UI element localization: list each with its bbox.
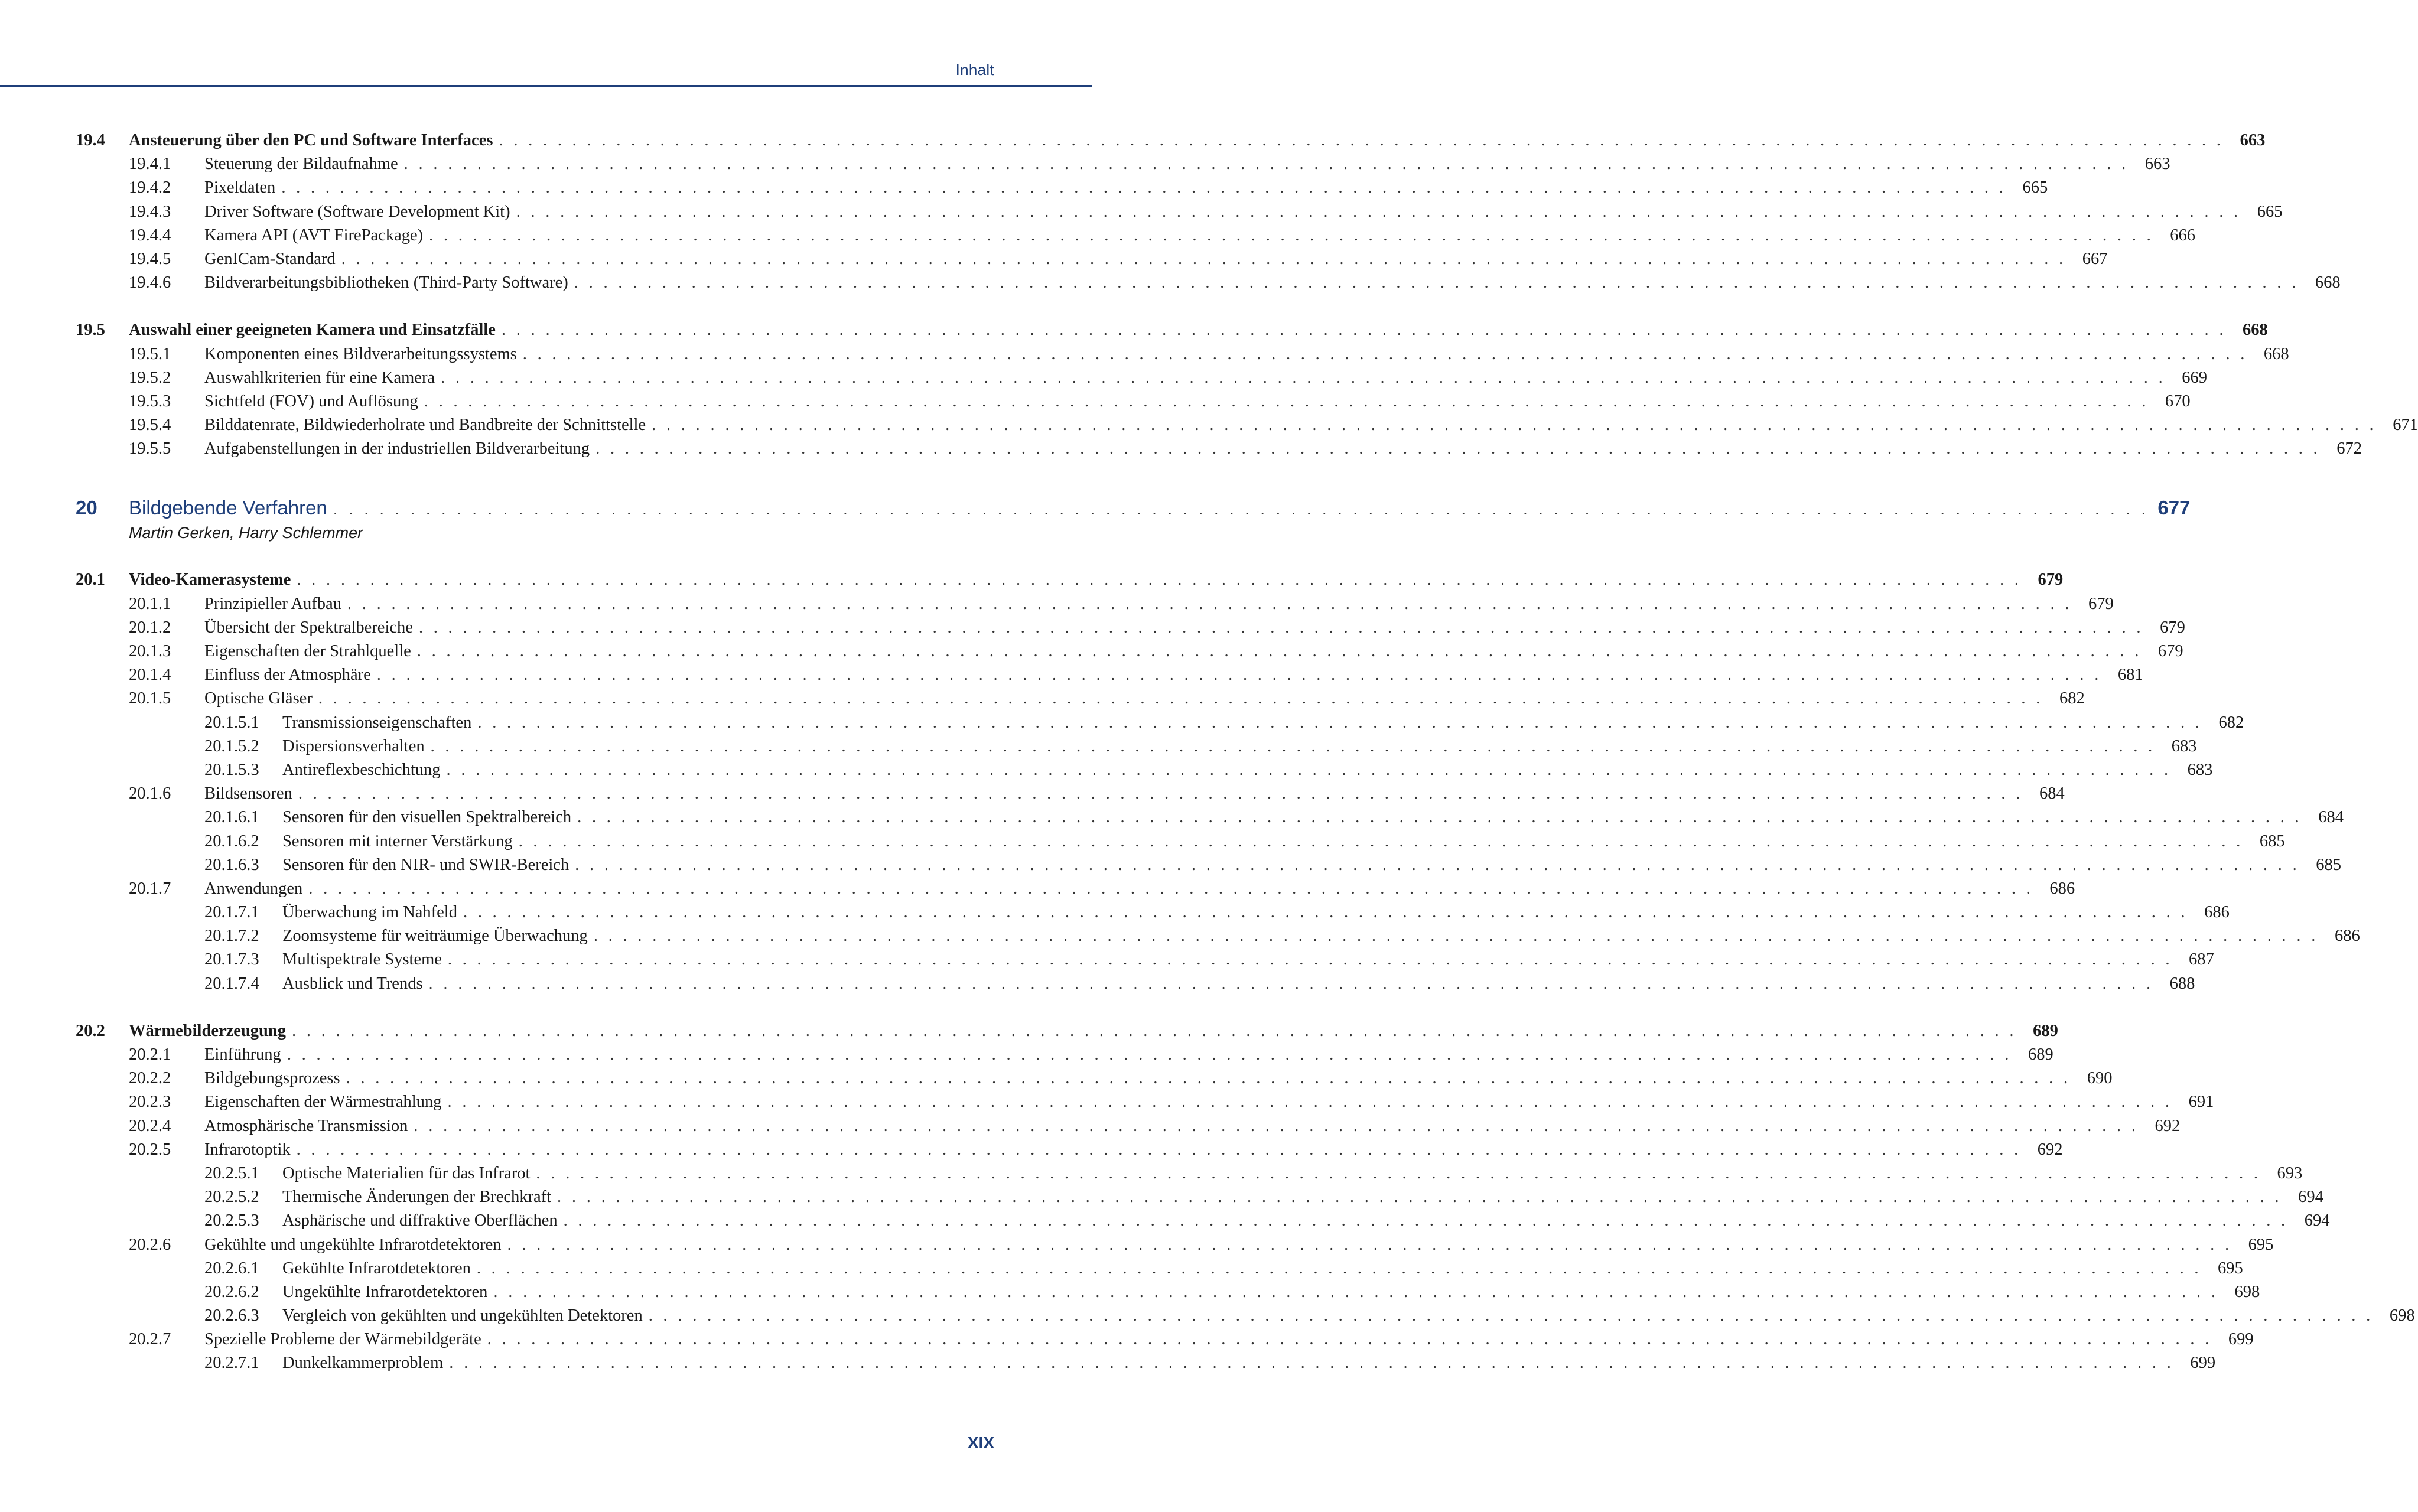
toc-entry-page: 665 — [2022, 178, 2048, 197]
toc-entry-content — [204, 616, 2185, 640]
dot-leader: . . . . . . . . . . . . . . . . . . . . . . . . . . . . . . . . . . . . . . . . . . . . . . . . . . . . . . . . . . . . . . . . . . . . . . . . . . . . . . . . . . . . . . . . . . . . . . . . . . . . . . . . . . . . . . . . . . . . . . — [522, 344, 2248, 363]
toc-entry-title: Gekühlte Infrarotdetektoren — [282, 1259, 471, 1278]
dot-leader: . . . . . . . . . . . . . . . . . . . . . . . . . . . . . . . . . . . . . . . . . . . . . . . . . . . . . . . . . . . . . . . . . . . . . . . . . . . . . . . . . . . . . . . . . . . . . . . . . . . . . . . . . . . . . . . . . . . . . . — [516, 202, 2241, 221]
toc-entry-title: Dunkelkammerproblem — [282, 1354, 444, 1373]
dot-leader: . . . . . . . . . . . . . . . . . . . . . . . . . . . . . . . . . . . . . . . . . . . . . . . . . . . . . . . . . . . . . . . . . . . . . . . . . . . . . . . . . . . . . . . . . . . . . . . . . . . . . . . . . . . . . . . . . . . . . . — [418, 618, 2144, 637]
toc-subsubsection-entry[interactable] — [76, 1209, 2330, 1233]
toc-entry-number: 19.4.2 — [129, 178, 171, 197]
toc-entry-number: 20.2.5.1 — [204, 1164, 259, 1182]
toc-entry-content — [129, 129, 2266, 152]
toc-entry-title: Sensoren mit interner Verstärkung — [282, 832, 513, 850]
toc-entry-number: 20.2.5.2 — [204, 1188, 259, 1207]
dot-leader: . . . . . . . . . . . . . . . . . . . . . . . . . . . . . . . . . . . . . . . . . . . . . . . . . . . . . . . . . . . . . . . . . . . . . . . . . . . . . . . . . . . . . . . . . . . . . . . . . . . . . . . . . . . . . . . . . . . . . . — [563, 1211, 2289, 1230]
toc-entry-content — [282, 1304, 2415, 1328]
toc-entry-title: Asphärische und diffraktive Oberflächen — [282, 1211, 558, 1230]
toc-entry-page: 686 — [2334, 927, 2360, 946]
dot-leader: . . . . . . . . . . . . . . . . . . . . . . . . . . . . . . . . . . . . . . . . . . . . . . . . . . . . . . . . . . . . . . . . . . . . . . . . . . . . . . . . . . . . . . . . . . . . . . . . . . . . . . . . . . . . . . . . . . . . . . — [416, 642, 2142, 660]
toc-entry-page: 688 — [2169, 974, 2195, 993]
toc-subsubsection-entry[interactable] — [76, 1257, 2243, 1280]
toc-entry-number: 20.2.3 — [129, 1093, 171, 1112]
toc-entry-number: 20.1 — [76, 571, 105, 589]
toc-entry-number: 19.4.6 — [129, 273, 171, 292]
toc-subsubsection-entry[interactable] — [76, 1185, 2323, 1209]
toc-entry-title: Atmosphärische Transmission — [204, 1116, 408, 1135]
dot-leader: . . . . . . . . . . . . . . . . . . . . . . . . . . . . . . . . . . . . . . . . . . . . . . . . . . . . . . . . . . . . . . . . . . . . . . . . . . . . . . . . . . . . . . . . . . . . . . . . . . . . . . . . . . . . . . . . . . . . . . — [403, 155, 2129, 174]
toc-entry-title: Wärmebilderzeugung — [129, 1021, 286, 1040]
toc-entry-page: 683 — [2171, 737, 2197, 755]
toc-entry-title: Zoomsysteme für weiträumige Überwachung — [282, 927, 588, 946]
toc-subsection-entry[interactable] — [76, 640, 2183, 663]
toc-entry-content — [282, 901, 2230, 924]
toc-subsection-entry[interactable] — [76, 343, 2289, 366]
dot-leader: . . . . . . . . . . . . . . . . . . . . . . . . . . . . . . . . . . . . . . . . . . . . . . . . . . . . . . . . . . . . . . . . . . . . . . . . . . . . . . . . . . . . . . . . . . . . . . . . . . . . . . . . . . . . . . . . . . . . . . — [347, 594, 2072, 613]
toc-entry-content — [282, 1185, 2323, 1209]
toc-entry-number: 20.2.5 — [129, 1140, 171, 1159]
toc-subsection-entry[interactable] — [76, 1138, 2063, 1162]
dot-leader: . . . . . . . . . . . . . . . . . . . . . . . . . . . . . . . . . . . . . . . . . . . . . . . . . . . . . . . . . . . . . . . . . . . . . . . . . . . . . . . . . . . . . . . . . . . . . . . . . . . . . . . . . . . . . . . . . . . . . . — [424, 392, 2149, 410]
toc-entry-number: 20.1.7.2 — [204, 927, 259, 946]
dot-leader: . . . . . . . . . . . . . . . . . . . . . . . . . . . . . . . . . . . . . . . . . . . . . . . . . . . . . . . . . . . . . . . . . . . . . . . . . . . . . . . . . . . . . . . . . . . . . . . . . . . . . . . . . . . . . . . . . . . . . . — [574, 273, 2299, 292]
toc-entry-number: 20.1.7.1 — [204, 903, 259, 922]
header-rule — [0, 85, 1092, 87]
toc-subsection-entry[interactable] — [76, 687, 2085, 711]
toc-subsubsection-entry[interactable] — [76, 758, 2213, 782]
toc-entry-page: 699 — [2228, 1330, 2254, 1349]
toc-entry-title: Bilddatenrate, Bildwiederholrate und Bandbreite der Schnittstelle — [204, 416, 646, 435]
toc-entry-number: 19.5 — [76, 321, 105, 340]
toc-entry-title: Auswahl einer geeigneten Kamera und Einsatzfälle — [129, 321, 496, 340]
toc-subsection-entry[interactable] — [76, 390, 2191, 413]
toc-entry-number: 19.4 — [76, 131, 105, 149]
dot-leader: . . . . . . . . . . . . . . . . . . . . . . . . . . . . . . . . . . . . . . . . . . . . . . . . . . . . . . . . . . . . . . . . . . . . . . . . . . . . . . . . . . . . . . . . . . . . . . . . . . . . . . . . . . . . . . . . . . . . . . — [507, 1235, 2232, 1254]
toc-entry-number: 20.2.1 — [129, 1045, 171, 1064]
toc-entry-page: 685 — [2259, 832, 2285, 850]
toc-entry-number: 20.1.7.4 — [204, 974, 259, 993]
dot-leader: . . . . . . . . . . . . . . . . . . . . . . . . . . . . . . . . . . . . . . . . . . . . . . . . . . . . . . . . . . . . . . . . . . . . . . . . . . . . . . . . . . . . . . . . . . . . . . . . . . . . . . . . . . . . . . . . . . . . . . — [476, 1259, 2202, 1278]
toc-entry-page: 689 — [2028, 1045, 2053, 1064]
toc-entry-content — [282, 948, 2214, 972]
toc-entry-content — [204, 1138, 2063, 1162]
toc-entry-content — [204, 413, 2418, 437]
toc-entry-title: Eigenschaften der Wärmestrahlung — [204, 1093, 442, 1112]
toc-entry-page: 670 — [2165, 392, 2191, 410]
toc-entry-content — [282, 806, 2344, 829]
toc-subsubsection-entry[interactable] — [76, 1162, 2303, 1185]
toc-subsection-entry[interactable] — [76, 413, 2418, 437]
toc-entry-page: 687 — [2189, 950, 2214, 969]
toc-entry-content — [282, 1162, 2303, 1185]
toc-subsection-entry[interactable] — [76, 1233, 2274, 1257]
dot-leader: . . . . . . . . . . . . . . . . . . . . . . . . . . . . . . . . . . . . . . . . . . . . . . . . . . . . . . . . . . . . . . . . . . . . . . . . . . . . . . . . . . . . . . . . . . . . . . . . . . . . . . . . . . . . . . . . . . . . . . — [298, 784, 2023, 803]
toc-entry-title: Kamera API (AVT FirePackage) — [204, 226, 424, 245]
toc-entry-content — [204, 687, 2085, 711]
toc-subsection-entry[interactable] — [76, 663, 2143, 687]
toc-entry-page: 692 — [2155, 1116, 2181, 1135]
toc-entry-title: Einführung — [204, 1045, 281, 1064]
toc-section-entry[interactable] — [76, 129, 2266, 152]
toc-entry-number: 20.1.7.3 — [204, 950, 259, 969]
toc-entry-number: 20.1.5 — [129, 689, 171, 708]
dot-leader: . . . . . . . . . . . . . . . . . . . . . . . . . . . . . . . . . . . . . . . . . . . . . . . . . . . . . . . . . . . . . . . . . . . . . . . . . . . . . . . . . . . . . . . . . . . . . . . . . . . . . . . . . . . . . . . . . . . . . . — [297, 571, 2022, 589]
toc-subsection-entry[interactable] — [76, 1043, 2053, 1067]
toc-entry-title: Übersicht der Spektralbereiche — [204, 618, 413, 637]
toc-entry-title: Multispektrale Systeme — [282, 950, 442, 969]
toc-entry-page: 684 — [2318, 808, 2344, 827]
dot-leader: . . . . . . . . . . . . . . . . . . . . . . . . . . . . . . . . . . . . . . . . . . . . . . . . . . . . . . . . . . . . . . . . . . . . . . . . . . . . . . . . . . . . . . . . . . . . . . . . . . . . . . . . . . . . . . . . . . . . . . — [536, 1164, 2261, 1182]
toc-entry-content — [204, 1233, 2274, 1257]
dot-leader: . . . . . . . . . . . . . . . . . . . . . . . . . . . . . . . . . . . . . . . . . . . . . . . . . . . . . . . . . . . . . . . . . . . . . . . . . . . . . . . . . . . . . . . . . . . . . . . . . . . . . . . . . . . . . . . . . . . . . . — [291, 1021, 2017, 1040]
dot-leader: . . . . . . . . . . . . . . . . . . . . . . . . . . . . . . . . . . . . . . . . . . . . . . . . . . . . . . . . . . . . . . . . . . . . . . . . . . . . . . . . . . . . . . . . . . . . . . . . . . . . . . . . . . . . . . . . . . . . . . — [557, 1188, 2282, 1207]
toc-entry-number: 19.5.3 — [129, 392, 171, 410]
toc-entry-content — [204, 1115, 2181, 1138]
dot-leader: . . . . . . . . . . . . . . . . . . . . . . . . . . . . . . . . . . . . . . . . . . . . . . . . . . . . . . . . . . . . . . . . . . . . . . . . . . . . . . . . . . . . . . . . . . . . . . . . . . . . . . . . . . . . . . . . . . . . . . — [308, 879, 2034, 898]
toc-subsubsection-entry[interactable] — [76, 830, 2285, 853]
toc-entry-page: 693 — [2277, 1164, 2303, 1182]
toc-entry-number: 20.1.1 — [129, 594, 171, 613]
toc-entry-page: 677 — [2157, 497, 2191, 519]
authors-text: Martin Gerken, Harry Schlemmer — [129, 524, 363, 542]
toc-entry-title: Steuerung der Bildaufnahme — [204, 155, 398, 174]
toc-subsection-entry[interactable] — [76, 152, 2170, 176]
toc-entry-content — [282, 735, 2197, 758]
toc-entry-title: Infrarotoptik — [204, 1140, 291, 1159]
toc-entry-title: Bildgebungsprozess — [204, 1069, 340, 1088]
toc-entry-page: 682 — [2059, 689, 2085, 708]
toc-subsubsection-entry[interactable] — [76, 711, 2244, 735]
toc-subsection-entry[interactable] — [76, 592, 2114, 616]
toc-entry-number: 19.4.1 — [129, 155, 171, 174]
toc-subsubsection-entry[interactable] — [76, 853, 2342, 877]
toc-entry-content — [204, 437, 2362, 461]
toc-entry-number: 20.2.4 — [129, 1116, 171, 1135]
toc-entry-page: 679 — [2160, 618, 2185, 637]
toc-entry-page: 682 — [2218, 713, 2244, 732]
section-spacer — [76, 295, 994, 318]
toc-entry-content — [129, 1019, 2058, 1043]
section-spacer — [76, 996, 994, 1019]
toc-entry-number: 19.5.2 — [129, 368, 171, 387]
toc-entry-number: 20.1.6 — [129, 784, 171, 803]
toc-entry-page: 679 — [2088, 594, 2114, 613]
dot-leader: . . . . . . . . . . . . . . . . . . . . . . . . . . . . . . . . . . . . . . . . . . . . . . . . . . . . . . . . . . . . . . . . . . . . . . . . . . . . . . . . . . . . . . . . . . . . . . . . . . . . . . . . . . . . . . . . . . . . . . — [463, 903, 2188, 922]
dot-leader: . . . . . . . . . . . . . . . . . . . . . . . . . . . . . . . . . . . . . . . . . . . . . . . . . . . . . . . . . . . . . . . . . . . . . . . . . . . . . . . . . . . . . . . . . . . . . . . . . . . . . . . . . . . . . . . . . . . . . . — [595, 439, 2321, 458]
toc-entry-page: 694 — [2304, 1211, 2330, 1230]
toc-entry-page: 699 — [2190, 1354, 2216, 1373]
toc-subsection-entry[interactable] — [76, 877, 2075, 901]
toc-entry-page: 667 — [2082, 249, 2108, 268]
toc-entry-number: 20.1.6.3 — [204, 855, 259, 874]
toc-subsection-entry[interactable] — [76, 1090, 2214, 1114]
toc-entry-content — [204, 1328, 2254, 1351]
toc-entry-page: 679 — [2038, 571, 2064, 589]
dot-leader: . . . . . . . . . . . . . . . . . . . . . . . . . . . . . . . . . . . . . . . . . . . . . . . . . . . . . . . . . . . . . . . . . . . . . . . . . . . . . . . . . . . . . . . . . . . . . . . . . . . . . . . . . . . . . . . . . . . . . . — [414, 1116, 2139, 1135]
toc-entry-number: 19.5.5 — [129, 439, 171, 458]
toc-entry-content — [282, 924, 2360, 948]
toc-entry-number: 20.2.6.3 — [204, 1306, 259, 1325]
toc-entry-number: 20.2.6.2 — [204, 1282, 259, 1301]
toc-subsubsection-entry[interactable] — [76, 1351, 2216, 1375]
toc-entry-content — [204, 390, 2191, 413]
dot-leader: . . . . . . . . . . . . . . . . . . . . . . . . . . . . . . . . . . . . . . . . . . . . . . . . . . . . . . . . . . . . . . . . . . . . . . . . . . . . . . . . . . . . . . . . . . . . . . . . . . . . . . . . . . . . . . . . . . . . . . — [487, 1330, 2212, 1349]
dot-leader: . . . . . . . . . . . . . . . . . . . . . . . . . . . . . . . . . . . . . . . . . . . . . . . . . . . . . . . . . . . . . . . . . . . . . . . . . . . . . . . . . . . . . . . . . . . . . . . . . . . . . . . . . . . . . . . . . . . . . . — [287, 1045, 2012, 1064]
toc-entry-title: Video-Kamerasysteme — [129, 571, 291, 589]
toc-entry-page: 686 — [2204, 903, 2230, 922]
toc-entry-page: 663 — [2144, 155, 2170, 174]
toc-subsection-entry[interactable] — [76, 271, 2341, 295]
dot-leader: . . . . . . . . . . . . . . . . . . . . . . . . . . . . . . . . . . . . . . . . . . . . . . . . . . . . . . . . . . . . . . . . . . . . . . . . . . . . . . . . . . . . . . . . . . . . . . . . . . . . . . . . . . . . . . . . . . . . . . — [447, 1093, 2173, 1112]
toc-entry-content — [204, 640, 2183, 663]
running-header: Inhalt — [955, 61, 994, 79]
toc-entry-number: 20.1.5.2 — [204, 737, 259, 755]
toc-entry-page: 690 — [2087, 1069, 2113, 1088]
toc-entry-number: 20.1.3 — [129, 642, 171, 660]
toc-entry-page: 695 — [2218, 1259, 2243, 1278]
dot-leader: . . . . . . . . . . . . . . . . . . . . . . . . . . . . . . . . . . . . . . . . . . . . . . . . . . . . . . . . . . . . . . . . . . . . . . . . . . . . . . . . . . . . . . . . . . . . . . . . . . . . . . . . . . . . . . . . . . . . . . — [499, 131, 2224, 149]
toc-entry-content — [282, 711, 2244, 735]
toc-section-entry[interactable] — [76, 568, 2064, 592]
toc-subsubsection-entry[interactable] — [76, 1304, 2415, 1328]
toc-chapter-entry[interactable] — [76, 495, 2191, 521]
toc-entry-page: 681 — [2117, 666, 2143, 685]
toc-entry-content — [204, 271, 2341, 295]
toc-entry-page: 698 — [2234, 1282, 2260, 1301]
toc-entry-content — [282, 1257, 2243, 1280]
dot-leader: . . . . . . . . . . . . . . . . . . . . . . . . . . . . . . . . . . . . . . . . . . . . . . . . . . . . . . . . . . . . . . . . . . . . . . . . . . . . . . . . . . . . . . . . . . . . . . . . . . . . . . . . . . . . . . . . . . . . . . — [493, 1282, 2219, 1301]
dot-leader: . . . . . . . . . . . . . . . . . . . . . . . . . . . . . . . . . . . . . . . . . . . . . . . . . . . . . . . . . . . . . . . . . . . . . . . . . . . . . . . . . . . . . . . . . . . . . . . . . . . . . . . . . . . . . . . . . . . . . . — [376, 666, 2102, 685]
toc-entry-title: Bildgebende Verfahren — [129, 497, 327, 519]
dot-leader: . . . . . . . . . . . . . . . . . . . . . . . . . . . . . . . . . . . . . . . . . . . . . . . . . . . . . . . . . . . . . . . . . . . . . . . . . . . . . . . . . . . . . . . . . . . . . . . . . . . . . . . . . . . . . . . . . . . . . . — [430, 737, 2156, 755]
toc-entry-page: 684 — [2039, 784, 2065, 803]
toc-entry-number: 20.2.6 — [129, 1235, 171, 1254]
toc-entry-content — [204, 247, 2108, 271]
toc-entry-number: 20.1.5.3 — [204, 760, 259, 779]
toc-entry-page: 695 — [2248, 1235, 2274, 1254]
dot-leader: . . . . . . . . . . . . . . . . . . . . . . . . . . . . . . . . . . . . . . . . . . . . . . . . . . . . . . . . . . . . . . . . . . . . . . . . . . . . . . . . . . . . . . . . . . . . . . . . . . . . . . . . . . . . . . . . . . . . . . — [652, 416, 2377, 435]
toc-entry-number: 19.4.5 — [129, 249, 171, 268]
toc-entry-page: 668 — [2315, 273, 2341, 292]
toc-subsection-entry[interactable] — [76, 366, 2207, 390]
toc-entry-content — [282, 758, 2213, 782]
toc-entry-number: 20.1.6.1 — [204, 808, 259, 827]
dot-leader: . . . . . . . . . . . . . . . . . . . . . . . . . . . . . . . . . . . . . . . . . . . . . . . . . . . . . . . . . . . . . . . . . . . . . . . . . . . . . . . . . . . . . . . . . . . . . . . . . . . . . . . . . . . . . . . . . . . . . . — [447, 950, 2173, 969]
toc-entry-page: 666 — [2170, 226, 2196, 245]
toc-section-entry[interactable] — [76, 1019, 2058, 1043]
toc-subsubsection-entry[interactable] — [76, 1280, 2260, 1304]
toc-entry-number: 20.2.7 — [129, 1330, 171, 1349]
toc-entry-page: 689 — [2033, 1021, 2058, 1040]
toc-entry-title: Überwachung im Nahfeld — [282, 903, 457, 922]
toc-entry-content — [129, 318, 2268, 342]
toc-entry-page: 694 — [2298, 1188, 2323, 1207]
toc-entry-page: 692 — [2037, 1140, 2063, 1159]
toc-subsection-entry[interactable] — [76, 176, 2048, 200]
toc-subsubsection-entry[interactable] — [76, 806, 2344, 829]
toc-entry-number: 20.1.4 — [129, 666, 171, 685]
toc-entry-title: Pixeldaten — [204, 178, 276, 197]
table-of-contents — [76, 129, 2418, 1376]
toc-entry-page: 698 — [2389, 1306, 2415, 1325]
toc-subsection-entry[interactable] — [76, 782, 2065, 806]
toc-subsubsection-entry[interactable] — [76, 924, 2360, 948]
toc-section-entry[interactable] — [76, 318, 2268, 342]
toc-entry-content — [282, 972, 2195, 996]
toc-entry-title: GenICam-Standard — [204, 249, 336, 268]
toc-subsection-entry[interactable] — [76, 1328, 2254, 1351]
dot-leader: . . . . . . . . . . . . . . . . . . . . . . . . . . . . . . . . . . . . . . . . . . . . . . . . . . . . . . . . . . . . . . . . . . . . . . . . . . . . . . . . . . . . . . . . . . . . . . . . . . . . . . . . . . . . . . . . . . . . . . — [281, 178, 2007, 197]
toc-entry-title: Bildsensoren — [204, 784, 292, 803]
toc-entry-page: 683 — [2187, 760, 2213, 779]
toc-entry-title: Optische Materialien für das Infrarot — [282, 1164, 531, 1182]
toc-entry-title: Aufgabenstellungen in der industriellen Bildverarbeitung — [204, 439, 590, 458]
toc-subsection-entry[interactable] — [76, 247, 2108, 271]
toc-entry-title: Ungekühlte Infrarotdetektoren — [282, 1282, 488, 1301]
toc-entry-page: 671 — [2393, 416, 2418, 435]
toc-entry-title: Antireflexbeschichtung — [282, 760, 441, 779]
toc-entry-content — [129, 495, 2191, 522]
toc-entry-content — [204, 200, 2283, 224]
toc-entry-number: 20.2.5.3 — [204, 1211, 259, 1230]
toc-entry-title: Anwendungen — [204, 879, 303, 898]
toc-entry-page: 691 — [2188, 1093, 2214, 1112]
toc-subsection-entry[interactable] — [76, 1067, 2113, 1090]
toc-entry-title: Ausblick und Trends — [282, 974, 423, 993]
toc-entry-title: Thermische Änderungen der Brechkraft — [282, 1188, 552, 1207]
dot-leader: . . . . . . . . . . . . . . . . . . . . . . . . . . . . . . . . . . . . . . . . . . . . . . . . . . . . . . . . . . . . . . . . . . . . . . . . . . . . . . . . . . . . . . . . . . . . . . . . . . . . . . . . . . . . . . . . . . . . . . — [429, 226, 2155, 245]
dot-leader: . . . . . . . . . . . . . . . . . . . . . . . . . . . . . . . . . . . . . . . . . . . . . . . . . . . . . . . . . . . . . . . . . . . . . . . . . . . . . . . . . . . . . . . . . . . . . . . . . . . . . . . . . . . . . . . . . . . . . . — [449, 1354, 2175, 1373]
toc-entry-title: Optische Gläser — [204, 689, 313, 708]
toc-entry-content — [282, 1280, 2260, 1304]
toc-entry-content — [204, 1043, 2053, 1067]
toc-subsection-entry[interactable] — [76, 200, 2283, 224]
toc-entry-page: 669 — [2182, 368, 2207, 387]
toc-entry-number: 20.1.7 — [129, 879, 171, 898]
toc-entry-title: Auswahlkriterien für eine Kamera — [204, 368, 435, 387]
toc-entry-content — [282, 1209, 2330, 1233]
toc-entry-title: Vergleich von gekühlten und ungekühlten Detektoren — [282, 1306, 643, 1325]
dot-leader: . . . . . . . . . . . . . . . . . . . . . . . . . . . . . . . . . . . . . . . . . . . . . . . . . . . . . . . . . . . . . . . . . . . . . . . . . . . . . . . . . . . . . . . . . . . . . . . . . . . . . . . . . . . . . . . . . . . . . . — [518, 832, 2244, 850]
dot-leader: . . . . . . . . . . . . . . . . . . . . . . . . . . . . . . . . . . . . . . . . . . . . . . . . . . . . . . . . . . . . . . . . . . . . . . . . . . . . . . . . . . . . . . . . . . . . . . . . . . . . . . . . . . . . . . . . . . . . . . — [577, 808, 2302, 827]
toc-entry-number: 20.2.6.1 — [204, 1259, 259, 1278]
toc-entry-content — [204, 1067, 2113, 1090]
dot-leader: . . . . . . . . . . . . . . . . . . . . . . . . . . . . . . . . . . . . . . . . . . . . . . . . . . . . . . . . . . . . . . . . . . . . . . . . . . . . . . . . . . . . . . . . . . . . . . . . . . . . . . . . . . . . . . . . . . . . . . — [441, 368, 2166, 387]
toc-entry-content — [282, 830, 2285, 853]
dot-leader: . . . . . . . . . . . . . . . . . . . . . . . . . . . . . . . . . . . . . . . . . . . . . . . . . . . . . . . . . . . . . . . . . . . . . . . . . . . . . . . . . . . . . . . . . . . . . . . . . . . . . . . . . . . . . . . . . . . . . . — [428, 974, 2154, 993]
toc-entry-title: Einfluss der Atmosphäre — [204, 666, 371, 685]
toc-subsubsection-entry[interactable] — [76, 735, 2197, 758]
toc-entry-content — [204, 663, 2143, 687]
toc-entry-content — [204, 1090, 2214, 1114]
toc-subsection-entry[interactable] — [76, 224, 2196, 247]
section-spacer — [76, 545, 994, 568]
toc-entry-page: 663 — [2240, 131, 2266, 149]
toc-entry-number: 19.5.4 — [129, 416, 171, 435]
toc-entry-content — [204, 224, 2196, 247]
toc-subsection-entry[interactable] — [76, 616, 2185, 640]
toc-subsubsection-entry[interactable] — [76, 972, 2195, 996]
toc-entry-number: 20.1.2 — [129, 618, 171, 637]
toc-entry-number: 20.1.5.1 — [204, 713, 259, 732]
toc-entry-content — [204, 782, 2065, 806]
toc-entry-number: 19.4.3 — [129, 202, 171, 221]
toc-entry-content — [282, 1351, 2216, 1375]
dot-leader: . . . . . . . . . . . . . . . . . . . . . . . . . . . . . . . . . . . . . . . . . . . . . . . . . . . . . . . . . . . . . . . . . . . . . . . . . . . . . . . . . . . . . . . . . . . . . . . . . . . . . . . . . . . . . . . . . . . . . . — [318, 689, 2043, 708]
toc-entry-title: Bildverarbeitungsbibliotheken (Third-Party Software) — [204, 273, 568, 292]
toc-entry-title: Sensoren für den NIR- und SWIR-Bereich — [282, 855, 569, 874]
toc-entry-number: 20.2.7.1 — [204, 1354, 259, 1373]
toc-entry-number: 20.2 — [76, 1021, 105, 1040]
toc-entry-content — [204, 152, 2170, 176]
toc-entry-page: 672 — [2336, 439, 2362, 458]
toc-subsection-entry[interactable] — [76, 1115, 2181, 1138]
toc-entry-number: 20.1.6.2 — [204, 832, 259, 850]
toc-entry-page: 685 — [2316, 855, 2342, 874]
toc-entry-title: Dispersionsverhalten — [282, 737, 425, 755]
dot-leader: . . . . . . . . . . . . . . . . . . . . . . . . . . . . . . . . . . . . . . . . . . . . . . . . . . . . . . . . . . . . . . . . . . . . . . . . . . . . . . . . . . . . . . . . . . . . . . . . . . . . . . . . . . . . . . . . . . . . . . — [296, 1140, 2022, 1159]
toc-entry-content — [204, 366, 2207, 390]
toc-entry-page: 686 — [2049, 879, 2075, 898]
toc-entry-title: Gekühlte und ungekühlte Infrarotdetektoren — [204, 1235, 502, 1254]
page-number: XIX — [967, 1433, 994, 1452]
toc-entry-title: Driver Software (Software Development Kit) — [204, 202, 510, 221]
dot-leader: . . . . . . . . . . . . . . . . . . . . . . . . . . . . . . . . . . . . . . . . . . . . . . . . . . . . . . . . . . . . . . . . . . . . . . . . . . . . . . . . . . . . . . . . . . . . . . . . . . . . . . . . . . . . . . . . . . . . . . — [575, 855, 2300, 874]
dot-leader: . . . . . . . . . . . . . . . . . . . . . . . . . . . . . . . . . . . . . . . . . . . . . . . . . . . . . . . . . . . . . . . . . . . . . . . . . . . . . . . . . . . . . . . . . . . . . . . . . . . . . . . . . . . . . . . . . . . . . . — [501, 321, 2227, 340]
toc-entry-number: 19.5.1 — [129, 344, 171, 363]
dot-leader: . . . . . . . . . . . . . . . . . . . . . . . . . . . . . . . . . . . . . . . . . . . . . . . . . . . . . . . . . . . . . . . . . . . . . . . . . . . . . . . . . . . . . . . . . . . . . . . . . . . . . . . . . . . . . . . . . . . . . . — [648, 1306, 2374, 1325]
toc-entry-title: Sichtfeld (FOV) und Auflösung — [204, 392, 418, 410]
dot-leader: . . . . . . . . . . . . . . . . . . . . . . . . . . . . . . . . . . . . . . . . . . . . . . . . . . . . . . . . . . . . . . . . . . . . . . . . . . . . . . . . . . . . . . . . . . . . . . . . . . . . . . . . . . . . . . . . . . . . . . — [593, 927, 2319, 946]
toc-entry-content — [282, 853, 2342, 877]
toc-entry-title: Sensoren für den visuellen Spektralbereich — [282, 808, 572, 827]
toc-entry-page: 665 — [2257, 202, 2283, 221]
toc-entry-content — [204, 343, 2289, 366]
toc-subsection-entry[interactable] — [76, 437, 2362, 461]
toc-entry-page: 679 — [2157, 642, 2183, 660]
toc-entry-title: Transmissionseigenschaften — [282, 713, 472, 732]
dot-leader: . . . . . . . . . . . . . . . . . . . . . . . . . . . . . . . . . . . . . . . . . . . . . . . . . . . . . . . . . . . . . . . . . . . . . . . . . . . . . . . . . . . . . . . . . . . . . . . . . . . . . . . . . . . . . . . . . . . . . . — [341, 249, 2066, 268]
chapter-authors — [76, 521, 994, 545]
toc-entry-page: 668 — [2263, 344, 2289, 363]
dot-leader: . . . . . . . . . . . . . . . . . . . . . . . . . . . . . . . . . . . . . . . . . . . . . . . . . . . . . . . . . . . . . . . . . . . . . . . . . . . . . . . . . . . . . . . . . . . . . . . . . . . . . . . . . . . . . . . . . . . . . . — [477, 713, 2203, 732]
toc-entry-content — [129, 568, 2064, 592]
dot-leader: . . . . . . . . . . . . . . . . . . . . . . . . . . . . . . . . . . . . . . . . . . . . . . . . . . . . . . . . . . . . . . . . . . . . . . . . . . . . . . . . . . . . . . . . . . . . . . . . . . . . . . . . . . . . . . . . . . . . . . — [446, 760, 2172, 779]
toc-entry-number: 20 — [76, 497, 97, 519]
dot-leader: . . . . . . . . . . . . . . . . . . . . . . . . . . . . . . . . . . . . . . . . . . . . . . . . . . . . . . . . . . . . . . . . . . . . . . . . . . . . . . . . . . . . . . . . . . . . . . . . . . . . . . . . . . . . . . . . . . . . . . — [346, 1069, 2071, 1088]
toc-entry-content — [204, 592, 2114, 616]
toc-entry-title: Eigenschaften der Strahlquelle — [204, 642, 411, 660]
toc-entry-title: Ansteuerung über den PC und Software Interfaces — [129, 131, 493, 149]
toc-entry-number: 19.4.4 — [129, 226, 171, 245]
toc-entry-title: Komponenten eines Bildverarbeitungssystems — [204, 344, 517, 363]
toc-entry-number: 20.2.2 — [129, 1069, 171, 1088]
toc-entry-title: Prinzipieller Aufbau — [204, 594, 341, 613]
toc-entry-page: 668 — [2243, 321, 2268, 340]
toc-subsubsection-entry[interactable] — [76, 901, 2230, 924]
dot-leader: . . . . . . . . . . . . . . . . . . . . . . . . . . . . . . . . . . . . . . . . . . . . . . . . . . . . . . . . . . . . . . . . . . . . . . . . . . . . . . . . . . . . . . . . . . . . . . . . . . . . . . . . . . . . . . . . . . . . . . — [333, 500, 2149, 519]
toc-subsubsection-entry[interactable] — [76, 948, 2214, 972]
toc-entry-title: Spezielle Probleme der Wärmebildgeräte — [204, 1330, 481, 1349]
toc-entry-content — [204, 877, 2075, 901]
toc-entry-content — [204, 176, 2048, 200]
